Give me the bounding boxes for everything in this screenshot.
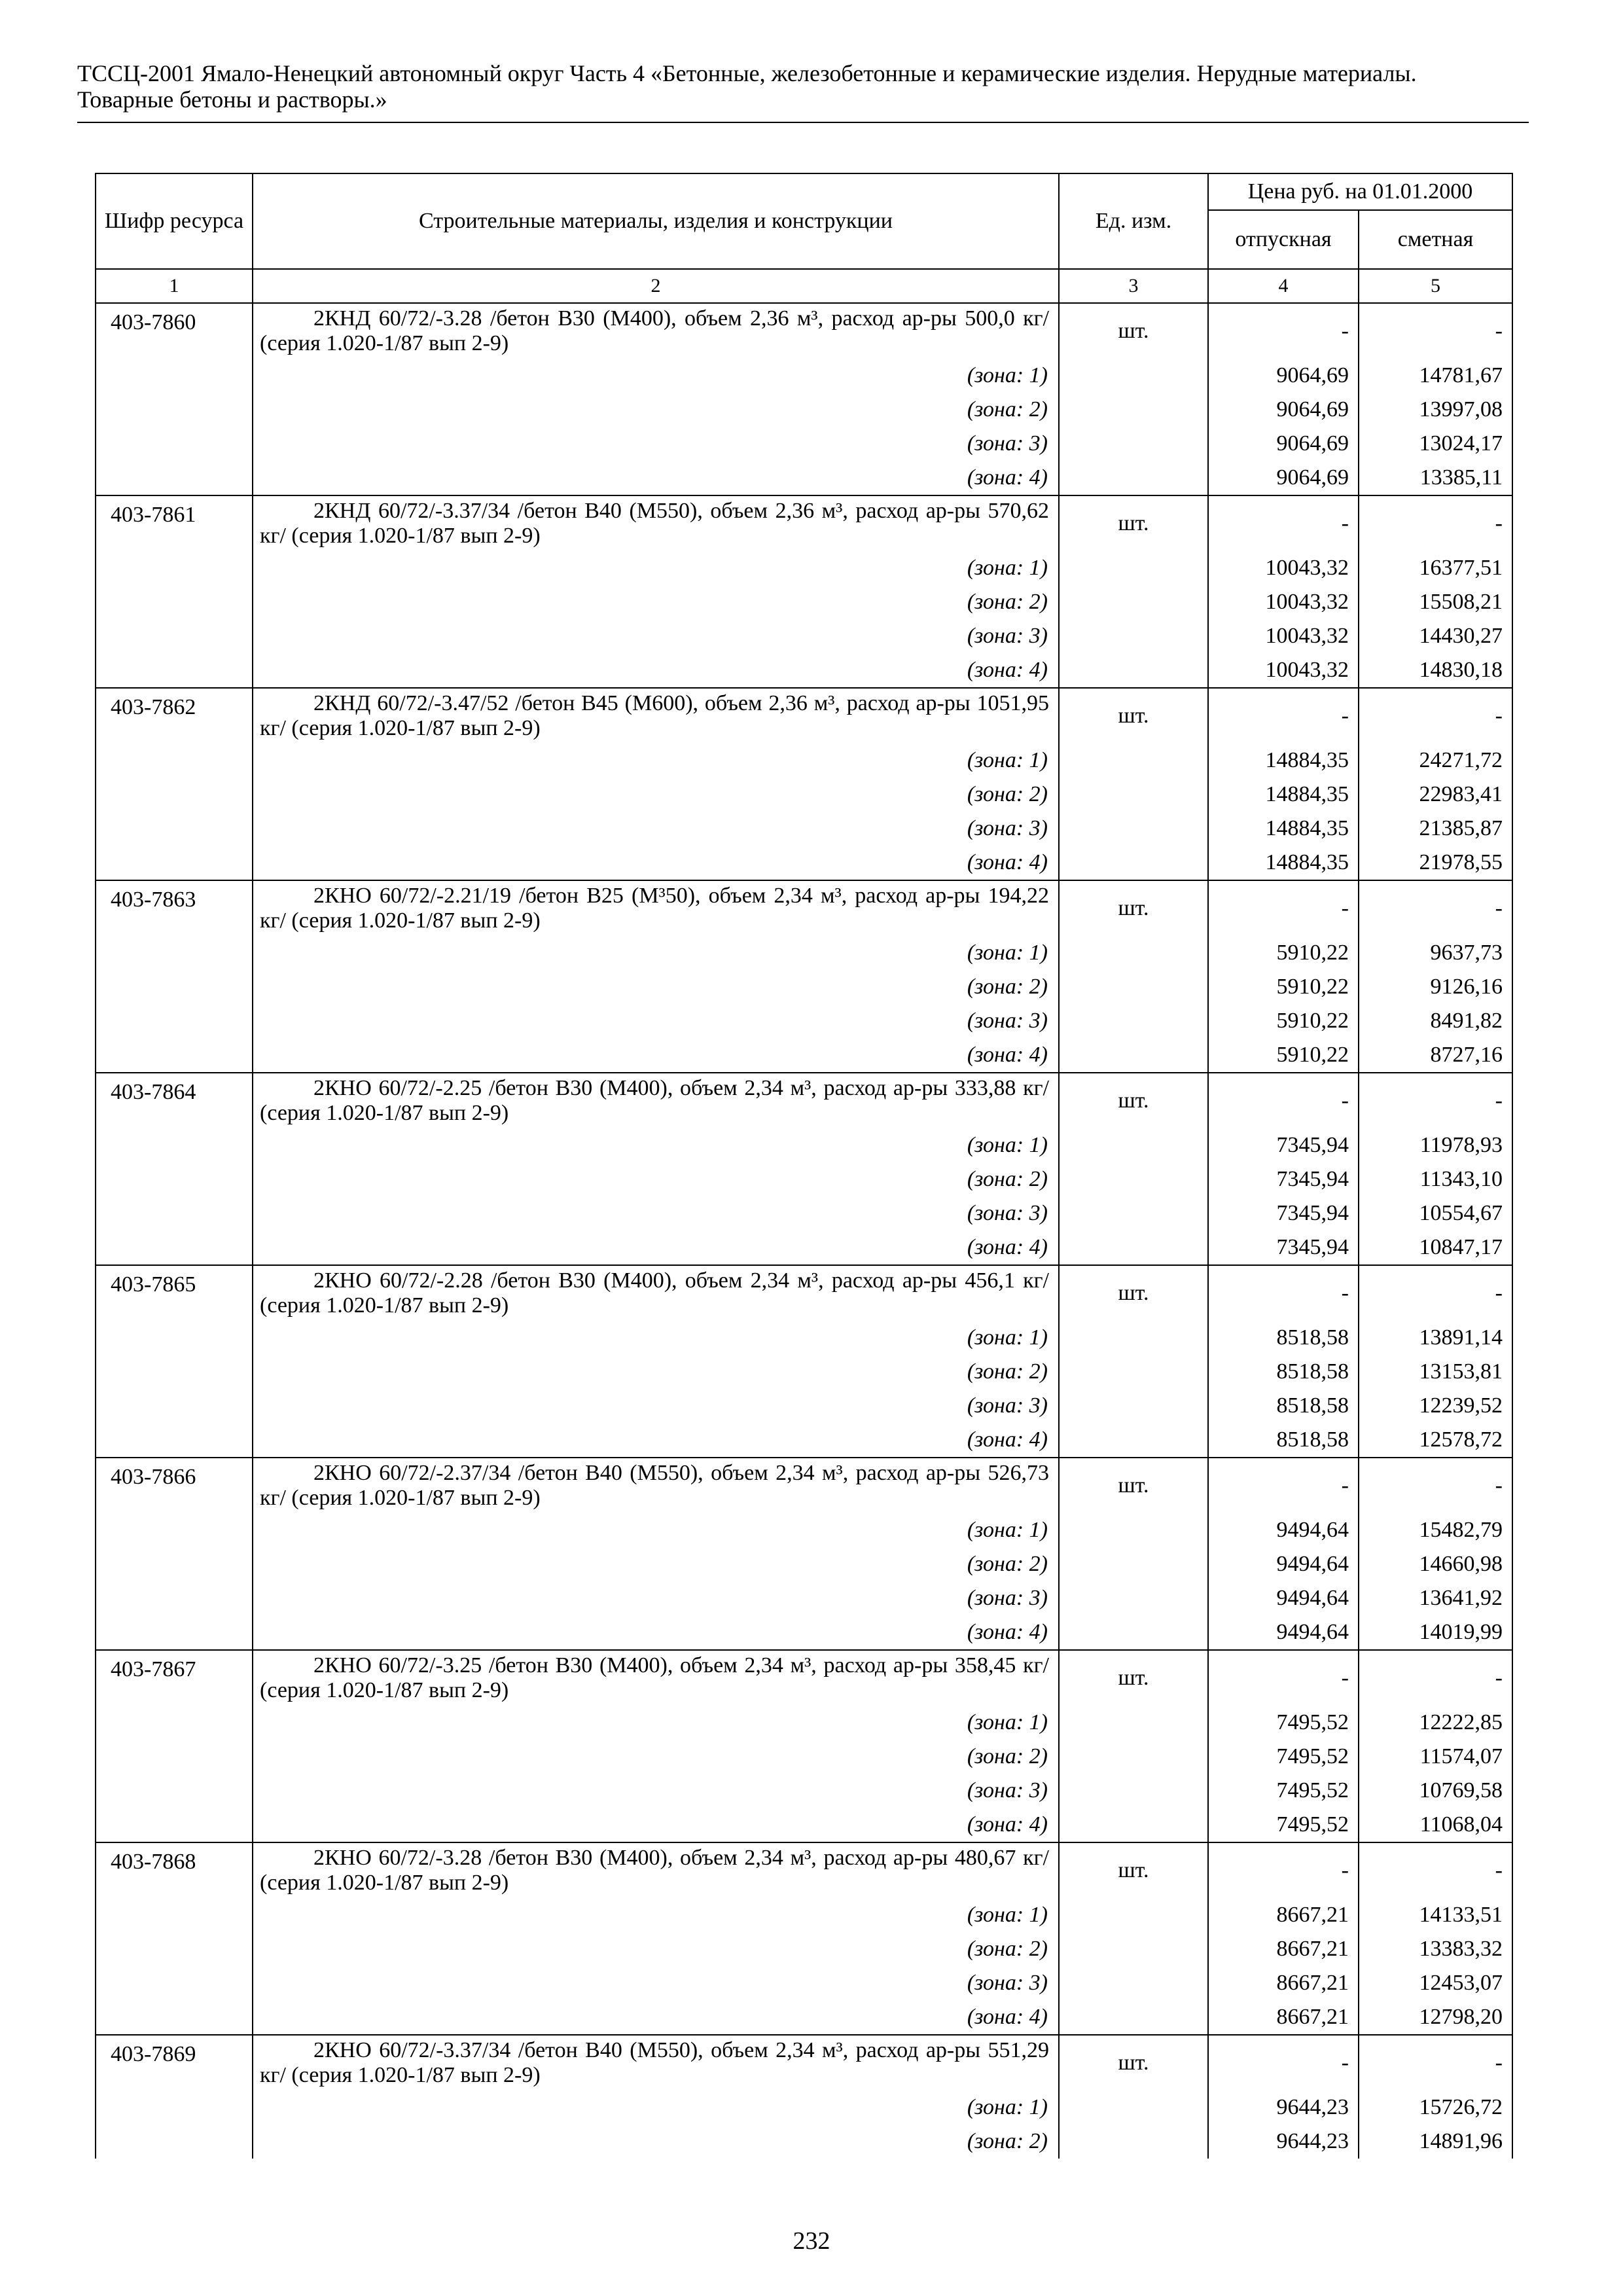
resource-code: 403-7863 <box>96 880 253 1073</box>
zone-label: (зона: 4) <box>253 1038 1059 1073</box>
zone-unit-cell <box>1059 1615 1208 1650</box>
zone-unit-cell <box>1059 1706 1208 1740</box>
table-row <box>96 1650 1512 1706</box>
price-estimate: 11068,04 <box>1359 1808 1512 1842</box>
zone-unit-cell <box>1059 1513 1208 1547</box>
price-estimate: 9126,16 <box>1359 970 1512 1004</box>
price-estimate: 12798,20 <box>1359 2000 1512 2035</box>
column-header-unit: Ед. изм. <box>1059 173 1208 269</box>
zone-label: (зона: 3) <box>253 619 1059 653</box>
price-estimate: 16377,51 <box>1359 551 1512 585</box>
header-line-1: ТССЦ-2001 Ямало-Ненецкий автономный округ Часть 4 «Бетонные, железобетонные и керамические изделия. Нерудные материалы. <box>77 60 1417 86</box>
price-estimate: 8491,82 <box>1359 1004 1512 1038</box>
price-wholesale: 8667,21 <box>1208 1932 1359 1966</box>
zone-label: (зона: 4) <box>253 1230 1059 1265</box>
price-estimate: 13641,92 <box>1359 1581 1512 1615</box>
table-row <box>96 1265 1512 1321</box>
zone-row <box>96 393 1512 427</box>
price-wholesale: 14884,35 <box>1208 744 1359 778</box>
resource-code: 403-7862 <box>96 688 253 880</box>
resource-code: 403-7866 <box>96 1458 253 1650</box>
zone-row <box>96 359 1512 393</box>
zone-row <box>96 619 1512 653</box>
document-header <box>77 60 1524 113</box>
zone-row <box>96 744 1512 778</box>
zone-row <box>96 427 1512 461</box>
price-wholesale: 5910,22 <box>1208 936 1359 970</box>
price-estimate: 13024,17 <box>1359 427 1512 461</box>
zone-unit-cell <box>1059 551 1208 585</box>
price-wholesale: 14884,35 <box>1208 778 1359 812</box>
resource-unit: шт. <box>1059 1265 1208 1321</box>
price-estimate: 12239,52 <box>1359 1389 1512 1423</box>
price-wholesale: 9644,23 <box>1208 2125 1359 2159</box>
price-estimate: - <box>1359 880 1512 936</box>
zone-unit-cell <box>1059 1898 1208 1932</box>
price-estimate: 15726,72 <box>1359 2090 1512 2125</box>
resource-code: 403-7868 <box>96 1842 253 2035</box>
price-wholesale: 9494,64 <box>1208 1513 1359 1547</box>
price-wholesale: 7495,52 <box>1208 1774 1359 1808</box>
zone-label: (зона: 3) <box>253 1774 1059 1808</box>
zone-row <box>96 1162 1512 1196</box>
zone-label: (зона: 3) <box>253 1581 1059 1615</box>
page-number: 232 <box>793 2227 830 2255</box>
zone-label: (зона: 1) <box>253 1898 1059 1932</box>
zone-label: (зона: 1) <box>253 1128 1059 1162</box>
resource-code: 403-7860 <box>96 303 253 495</box>
zone-unit-cell <box>1059 970 1208 1004</box>
zone-label: (зона: 2) <box>253 393 1059 427</box>
zone-label: (зона: 4) <box>253 2000 1059 2035</box>
price-wholesale: 5910,22 <box>1208 1004 1359 1038</box>
zone-label: (зона: 4) <box>253 1423 1059 1458</box>
price-wholesale: - <box>1208 1458 1359 1513</box>
price-estimate: 21385,87 <box>1359 812 1512 846</box>
price-wholesale: 14884,35 <box>1208 846 1359 880</box>
zone-row <box>96 846 1512 880</box>
column-header-estimate: сметная <box>1359 210 1512 269</box>
zone-unit-cell <box>1059 1004 1208 1038</box>
table-row <box>96 880 1512 936</box>
price-wholesale: 9644,23 <box>1208 2090 1359 2125</box>
zone-unit-cell <box>1059 2125 1208 2159</box>
zone-unit-cell <box>1059 1932 1208 1966</box>
column-number: 5 <box>1359 269 1512 303</box>
resource-description: 2КНО 60/72/-3.37/34 /бетон В40 (М550), объем 2,34 м³, расход ар-ры 551,29 кг/ (серия 1.020-1/87 вып 2-9) <box>253 2035 1059 2090</box>
zone-unit-cell <box>1059 1808 1208 1842</box>
price-wholesale: 8518,58 <box>1208 1423 1359 1458</box>
column-header-price: Цена руб. на 01.01.2000 <box>1208 173 1512 210</box>
zone-row <box>96 1966 1512 2000</box>
zone-row <box>96 1004 1512 1038</box>
price-wholesale: 8518,58 <box>1208 1355 1359 1389</box>
zone-row <box>96 1932 1512 1966</box>
resource-unit: шт. <box>1059 880 1208 936</box>
price-estimate: 9637,73 <box>1359 936 1512 970</box>
price-estimate: - <box>1359 1650 1512 1706</box>
zone-row <box>96 1230 1512 1265</box>
price-wholesale: 8667,21 <box>1208 2000 1359 2035</box>
price-estimate: 22983,41 <box>1359 778 1512 812</box>
table-row <box>96 688 1512 744</box>
zone-row <box>96 1196 1512 1230</box>
zone-label: (зона: 2) <box>253 778 1059 812</box>
zone-unit-cell <box>1059 846 1208 880</box>
column-header-code: Шифр ресурса <box>96 173 253 269</box>
zone-label: (зона: 2) <box>253 1740 1059 1774</box>
zone-label: (зона: 4) <box>253 846 1059 880</box>
zone-row <box>96 1423 1512 1458</box>
resource-unit: шт. <box>1059 688 1208 744</box>
zone-row <box>96 1581 1512 1615</box>
price-wholesale: 10043,32 <box>1208 653 1359 688</box>
zone-row <box>96 1808 1512 1842</box>
header-rule <box>77 122 1529 123</box>
resource-code: 403-7869 <box>96 2035 253 2159</box>
price-estimate: 13153,81 <box>1359 1355 1512 1389</box>
table-body <box>96 303 1512 2159</box>
resource-description: 2КНО 60/72/-3.28 /бетон В30 (М400), объем 2,34 м³, расход ар-ры 480,67 кг/ (серия 1.020-1/87 вып 2-9) <box>253 1842 1059 1898</box>
zone-label: (зона: 1) <box>253 1513 1059 1547</box>
price-estimate: - <box>1359 1458 1512 1513</box>
zone-unit-cell <box>1059 1547 1208 1581</box>
zone-unit-cell <box>1059 359 1208 393</box>
price-wholesale: 7495,52 <box>1208 1706 1359 1740</box>
zone-row <box>96 1740 1512 1774</box>
price-wholesale: 9494,64 <box>1208 1581 1359 1615</box>
zone-row <box>96 2125 1512 2159</box>
zone-row <box>96 1898 1512 1932</box>
price-wholesale: 7495,52 <box>1208 1740 1359 1774</box>
zone-unit-cell <box>1059 1774 1208 1808</box>
zone-label: (зона: 1) <box>253 1321 1059 1355</box>
price-wholesale: 9064,69 <box>1208 393 1359 427</box>
price-estimate: 8727,16 <box>1359 1038 1512 1073</box>
column-header-wholesale: отпускная <box>1208 210 1359 269</box>
zone-label: (зона: 3) <box>253 1196 1059 1230</box>
price-wholesale: 7495,52 <box>1208 1808 1359 1842</box>
zone-label: (зона: 1) <box>253 359 1059 393</box>
zone-label: (зона: 4) <box>253 653 1059 688</box>
zone-row <box>96 653 1512 688</box>
price-wholesale: 9064,69 <box>1208 461 1359 495</box>
price-estimate: 13385,11 <box>1359 461 1512 495</box>
zone-label: (зона: 1) <box>253 2090 1059 2125</box>
zone-unit-cell <box>1059 1389 1208 1423</box>
zone-unit-cell <box>1059 393 1208 427</box>
zone-label: (зона: 3) <box>253 1966 1059 2000</box>
price-wholesale: 9064,69 <box>1208 359 1359 393</box>
zone-label: (зона: 1) <box>253 936 1059 970</box>
zone-row <box>96 1706 1512 1740</box>
zone-unit-cell <box>1059 778 1208 812</box>
price-estimate: 11343,10 <box>1359 1162 1512 1196</box>
resource-unit: шт. <box>1059 2035 1208 2090</box>
price-estimate: - <box>1359 1073 1512 1128</box>
resource-description: 2КНД 60/72/-3.37/34 /бетон В40 (М550), объем 2,36 м³, расход ар-ры 570,62 кг/ (серия 1.020-1/87 вып 2-9) <box>253 495 1059 551</box>
price-wholesale: 7345,94 <box>1208 1162 1359 1196</box>
zone-unit-cell <box>1059 2000 1208 2035</box>
price-estimate: 21978,55 <box>1359 846 1512 880</box>
resource-unit: шт. <box>1059 1073 1208 1128</box>
price-wholesale: - <box>1208 1073 1359 1128</box>
zone-unit-cell <box>1059 812 1208 846</box>
price-wholesale: 14884,35 <box>1208 812 1359 846</box>
price-wholesale: 9064,69 <box>1208 427 1359 461</box>
zone-unit-cell <box>1059 1196 1208 1230</box>
zone-row <box>96 551 1512 585</box>
price-estimate: 13383,32 <box>1359 1932 1512 1966</box>
column-number: 4 <box>1208 269 1359 303</box>
zone-label: (зона: 4) <box>253 1808 1059 1842</box>
price-estimate: - <box>1359 1842 1512 1898</box>
price-wholesale: 8518,58 <box>1208 1321 1359 1355</box>
zone-row <box>96 778 1512 812</box>
price-estimate: 11574,07 <box>1359 1740 1512 1774</box>
zone-label: (зона: 2) <box>253 1547 1059 1581</box>
resource-description: 2КНО 60/72/-3.25 /бетон В30 (М400), объем 2,34 м³, расход ар-ры 358,45 кг/ (серия 1.020-1/87 вып 2-9) <box>253 1650 1059 1706</box>
price-estimate: - <box>1359 495 1512 551</box>
zone-unit-cell <box>1059 619 1208 653</box>
zone-unit-cell <box>1059 1740 1208 1774</box>
price-estimate: 15508,21 <box>1359 585 1512 619</box>
price-wholesale: - <box>1208 688 1359 744</box>
zone-row <box>96 1615 1512 1650</box>
price-estimate: 14781,67 <box>1359 359 1512 393</box>
resource-description: 2КНО 60/72/-2.28 /бетон В30 (М400), объем 2,34 м³, расход ар-ры 456,1 кг/ (серия 1.020-1/87 вып 2-9) <box>253 1265 1059 1321</box>
price-wholesale: 9494,64 <box>1208 1615 1359 1650</box>
zone-row <box>96 1038 1512 1073</box>
zone-unit-cell <box>1059 1423 1208 1458</box>
price-estimate: 14660,98 <box>1359 1547 1512 1581</box>
zone-unit-cell <box>1059 1321 1208 1355</box>
price-wholesale: 5910,22 <box>1208 970 1359 1004</box>
resource-code: 403-7867 <box>96 1650 253 1842</box>
price-estimate: 24271,72 <box>1359 744 1512 778</box>
zone-row <box>96 1389 1512 1423</box>
price-estimate: 15482,79 <box>1359 1513 1512 1547</box>
price-estimate: 14830,18 <box>1359 653 1512 688</box>
price-estimate: 14430,27 <box>1359 619 1512 653</box>
resource-description: 2КНД 60/72/-3.28 /бетон В30 (М400), объем 2,36 м³, расход ар-ры 500,0 кг/ (серия 1.020-1/87 вып 2-9) <box>253 303 1059 359</box>
resource-unit: шт. <box>1059 1458 1208 1513</box>
resource-description: 2КНО 60/72/-2.37/34 /бетон В40 (М550), объем 2,34 м³, расход ар-ры 526,73 кг/ (серия 1.020-1/87 вып 2-9) <box>253 1458 1059 1513</box>
price-wholesale: - <box>1208 1650 1359 1706</box>
zone-unit-cell <box>1059 2090 1208 2125</box>
price-estimate: 10769,58 <box>1359 1774 1512 1808</box>
zone-label: (зона: 3) <box>253 1004 1059 1038</box>
price-estimate: 13997,08 <box>1359 393 1512 427</box>
resource-code: 403-7861 <box>96 495 253 688</box>
zone-unit-cell <box>1059 1581 1208 1615</box>
header-line-2: Товарные бетоны и растворы.» <box>77 86 387 113</box>
price-estimate: - <box>1359 1265 1512 1321</box>
price-estimate: 12578,72 <box>1359 1423 1512 1458</box>
price-estimate: - <box>1359 688 1512 744</box>
price-estimate: 12222,85 <box>1359 1706 1512 1740</box>
zone-row <box>96 1355 1512 1389</box>
price-wholesale: 10043,32 <box>1208 551 1359 585</box>
price-estimate: 14019,99 <box>1359 1615 1512 1650</box>
resource-unit: шт. <box>1059 1842 1208 1898</box>
price-wholesale: - <box>1208 303 1359 359</box>
price-wholesale: 8667,21 <box>1208 1966 1359 2000</box>
price-wholesale: - <box>1208 880 1359 936</box>
table-row <box>96 495 1512 551</box>
zone-row <box>96 1774 1512 1808</box>
zone-unit-cell <box>1059 653 1208 688</box>
zone-label: (зона: 2) <box>253 2125 1059 2159</box>
zone-unit-cell <box>1059 461 1208 495</box>
zone-row <box>96 2000 1512 2035</box>
column-header-description: Строительные материалы, изделия и конструкции <box>253 173 1059 269</box>
price-wholesale: 7345,94 <box>1208 1128 1359 1162</box>
zone-label: (зона: 2) <box>253 1932 1059 1966</box>
price-estimate: 14133,51 <box>1359 1898 1512 1932</box>
price-table <box>95 173 1513 2159</box>
resource-unit: шт. <box>1059 495 1208 551</box>
zone-row <box>96 936 1512 970</box>
table-row <box>96 303 1512 359</box>
column-number: 1 <box>96 269 253 303</box>
price-estimate: - <box>1359 303 1512 359</box>
zone-row <box>96 1513 1512 1547</box>
resource-unit: шт. <box>1059 303 1208 359</box>
zone-unit-cell <box>1059 1162 1208 1196</box>
zone-unit-cell <box>1059 427 1208 461</box>
resource-description: 2КНО 60/72/-2.25 /бетон В30 (М400), объем 2,34 м³, расход ар-ры 333,88 кг/ (серия 1.020-1/87 вып 2-9) <box>253 1073 1059 1128</box>
zone-unit-cell <box>1059 585 1208 619</box>
zone-unit-cell <box>1059 1128 1208 1162</box>
zone-unit-cell <box>1059 1966 1208 2000</box>
zone-unit-cell <box>1059 1230 1208 1265</box>
price-wholesale: 10043,32 <box>1208 585 1359 619</box>
zone-label: (зона: 3) <box>253 427 1059 461</box>
zone-label: (зона: 3) <box>253 1389 1059 1423</box>
price-estimate: 10847,17 <box>1359 1230 1512 1265</box>
table-row <box>96 1458 1512 1513</box>
price-wholesale: 8667,21 <box>1208 1898 1359 1932</box>
price-wholesale: 5910,22 <box>1208 1038 1359 1073</box>
zone-row <box>96 461 1512 495</box>
price-wholesale: 7345,94 <box>1208 1196 1359 1230</box>
zone-label: (зона: 2) <box>253 970 1059 1004</box>
zone-label: (зона: 2) <box>253 1162 1059 1196</box>
zone-row <box>96 1547 1512 1581</box>
zone-unit-cell <box>1059 1355 1208 1389</box>
price-estimate: 13891,14 <box>1359 1321 1512 1355</box>
column-number: 2 <box>253 269 1059 303</box>
zone-row <box>96 1321 1512 1355</box>
price-estimate: 11978,93 <box>1359 1128 1512 1162</box>
zone-unit-cell <box>1059 744 1208 778</box>
zone-label: (зона: 1) <box>253 744 1059 778</box>
resource-description: 2КНД 60/72/-3.47/52 /бетон В45 (М600), объем 2,36 м³, расход ар-ры 1051,95 кг/ (серия 1.020-1/87 вып 2-9) <box>253 688 1059 744</box>
resource-code: 403-7865 <box>96 1265 253 1458</box>
price-wholesale: 9494,64 <box>1208 1547 1359 1581</box>
zone-label: (зона: 3) <box>253 812 1059 846</box>
table-row <box>96 2035 1512 2090</box>
zone-row <box>96 585 1512 619</box>
zone-row <box>96 2090 1512 2125</box>
zone-label: (зона: 1) <box>253 551 1059 585</box>
price-estimate: 14891,96 <box>1359 2125 1512 2159</box>
zone-row <box>96 970 1512 1004</box>
zone-unit-cell <box>1059 1038 1208 1073</box>
price-estimate: 10554,67 <box>1359 1196 1512 1230</box>
zone-unit-cell <box>1059 936 1208 970</box>
zone-label: (зона: 4) <box>253 1615 1059 1650</box>
price-wholesale: 7345,94 <box>1208 1230 1359 1265</box>
zone-label: (зона: 2) <box>253 585 1059 619</box>
price-wholesale: 8518,58 <box>1208 1389 1359 1423</box>
resource-description: 2КНО 60/72/-2.21/19 /бетон В25 (М³50), объем 2,34 м³, расход ар-ры 194,22 кг/ (серия 1.020-1/87 вып 2-9) <box>253 880 1059 936</box>
price-estimate: 12453,07 <box>1359 1966 1512 2000</box>
resource-code: 403-7864 <box>96 1073 253 1265</box>
price-estimate: - <box>1359 2035 1512 2090</box>
zone-row <box>96 812 1512 846</box>
price-wholesale: - <box>1208 1842 1359 1898</box>
column-number: 3 <box>1059 269 1208 303</box>
table-row <box>96 1842 1512 1898</box>
resource-unit: шт. <box>1059 1650 1208 1706</box>
price-wholesale: 10043,32 <box>1208 619 1359 653</box>
zone-row <box>96 1128 1512 1162</box>
zone-label: (зона: 1) <box>253 1706 1059 1740</box>
table-row <box>96 1073 1512 1128</box>
price-wholesale: - <box>1208 495 1359 551</box>
price-wholesale: - <box>1208 1265 1359 1321</box>
zone-label: (зона: 2) <box>253 1355 1059 1389</box>
price-wholesale: - <box>1208 2035 1359 2090</box>
zone-label: (зона: 4) <box>253 461 1059 495</box>
